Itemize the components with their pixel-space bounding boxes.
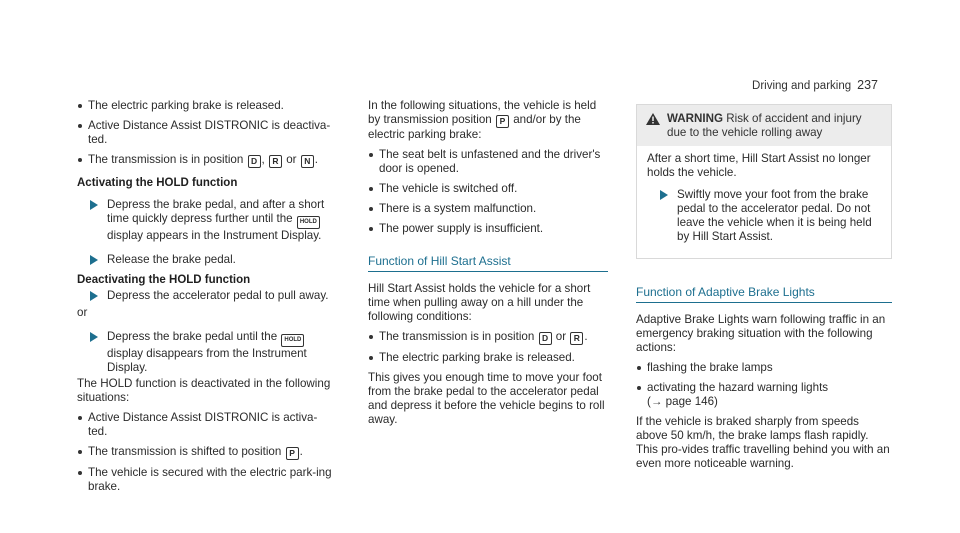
page-header — [752, 78, 878, 93]
hill-start-assist-para: Hill Start Assist holds the vehicle for a short time when pulling away on a hill under the following conditions: — [368, 282, 591, 323]
hill-start-assist-para2: This gives you enough time to move your foot from the brake pedal to the accelerator pedal and depress it before the vehicle begins to roll away. — [368, 371, 605, 426]
hold-symbol-icon: HOLD — [297, 216, 320, 229]
activate-heading: Activating the HOLD function — [77, 177, 238, 189]
step-arrow-icon — [90, 200, 98, 210]
park-key-icon: P — [286, 447, 299, 460]
step-arrow-icon — [90, 255, 98, 265]
drive-key-icon: D — [248, 155, 261, 168]
adaptive-brake-lights-para2: If the vehicle is braked sharply from speeds above 50 km/h, the brake lamps flash rapidly. This pro-vides traffic travelling behind you with an even more noticeable warning. — [636, 415, 890, 470]
neutral-key-icon: N — [301, 155, 314, 168]
list-item: The transmission is in position D , R or N . — [77, 153, 333, 168]
hill-start-assist-title: Function of Hill Start Assist — [368, 254, 608, 272]
reverse-key-icon: R — [269, 155, 282, 168]
list-item: flashing the brake lamps — [636, 361, 892, 375]
column-middle — [368, 99, 608, 433]
list-item: The electric parking brake is released. — [77, 99, 333, 113]
hold-symbol-icon: HOLD — [281, 334, 304, 347]
deactivate-intro: The HOLD function is deactivated in the following situations: — [77, 377, 331, 404]
reverse-key-icon: R — [570, 332, 583, 345]
list-item: The seat belt is unfastened and the driver's door is opened. — [368, 148, 608, 176]
warning-body: After a short time, Hill Start Assist no longer holds the vehicle. Swiftly move your foot from the brake pedal to the accelerator pedal. Do not leave the vehicle when it is being held by Hill Start Assist. — [637, 146, 891, 258]
hold-conditions-intro: In the following situations, the vehicle is held by transmission position P and/or by the electric parking brake: — [368, 99, 597, 141]
list-item: The transmission is in position D or R . — [368, 330, 608, 345]
instruction-step: Swiftly move your foot from the brake pedal to the accelerator pedal. Do not leave the vehicle when it is being held by Hill Start Assist. — [647, 188, 881, 244]
section-title: Driving and parking — [752, 80, 852, 92]
list-item: Active Distance Assist DISTRONIC is deactiva-ted. — [77, 119, 333, 147]
warning-triangle-icon — [646, 113, 660, 125]
list-item: The vehicle is switched off. — [368, 182, 608, 196]
instruction-step: Depress the brake pedal, and after a short time quickly depress further until the HOLD display appears in the Instrument Display. — [77, 198, 333, 243]
list-item: Active Distance Assist DISTRONIC is activa-ted. — [77, 411, 333, 439]
step-arrow-icon — [660, 190, 668, 200]
instruction-step: Depress the accelerator pedal to pull away. — [77, 289, 333, 303]
list-item: The power supply is insufficient. — [368, 222, 608, 236]
step-arrow-icon — [90, 332, 98, 342]
list-item: The electric parking brake is released. — [368, 351, 608, 365]
instruction-step: Release the brake pedal. — [77, 253, 333, 267]
page-number: 237 — [857, 78, 878, 92]
deactivate-heading: Deactivating the HOLD function — [77, 274, 251, 286]
list-item: activating the hazard warning lights (→ page 146) — [636, 381, 892, 409]
adaptive-brake-lights-title: Function of Adaptive Brake Lights — [636, 285, 892, 303]
warning-label: WARNING — [667, 112, 724, 125]
column-right — [636, 104, 892, 477]
column-left — [77, 99, 333, 500]
list-item: The vehicle is secured with the electric park-ing brake. — [77, 466, 333, 494]
warning-header — [637, 105, 891, 146]
list-item: There is a system malfunction. — [368, 202, 608, 216]
list-item: The transmission is shifted to position P . — [77, 445, 333, 460]
park-key-icon: P — [496, 115, 509, 128]
instruction-step: Depress the brake pedal until the HOLD display disappears from the Instrument Display. — [77, 330, 333, 375]
or-label: or — [77, 306, 88, 319]
adaptive-brake-lights-para: Adaptive Brake Lights warn following traffic in an emergency braking situation with the following actions: — [636, 313, 886, 354]
warning-box — [636, 104, 892, 259]
drive-key-icon: D — [539, 332, 552, 345]
page-reference-link[interactable]: (→ page 146) — [647, 395, 718, 408]
step-arrow-icon — [90, 291, 98, 301]
warning-text: Risk of accident and injury due to the vehicle rolling away — [667, 112, 862, 139]
